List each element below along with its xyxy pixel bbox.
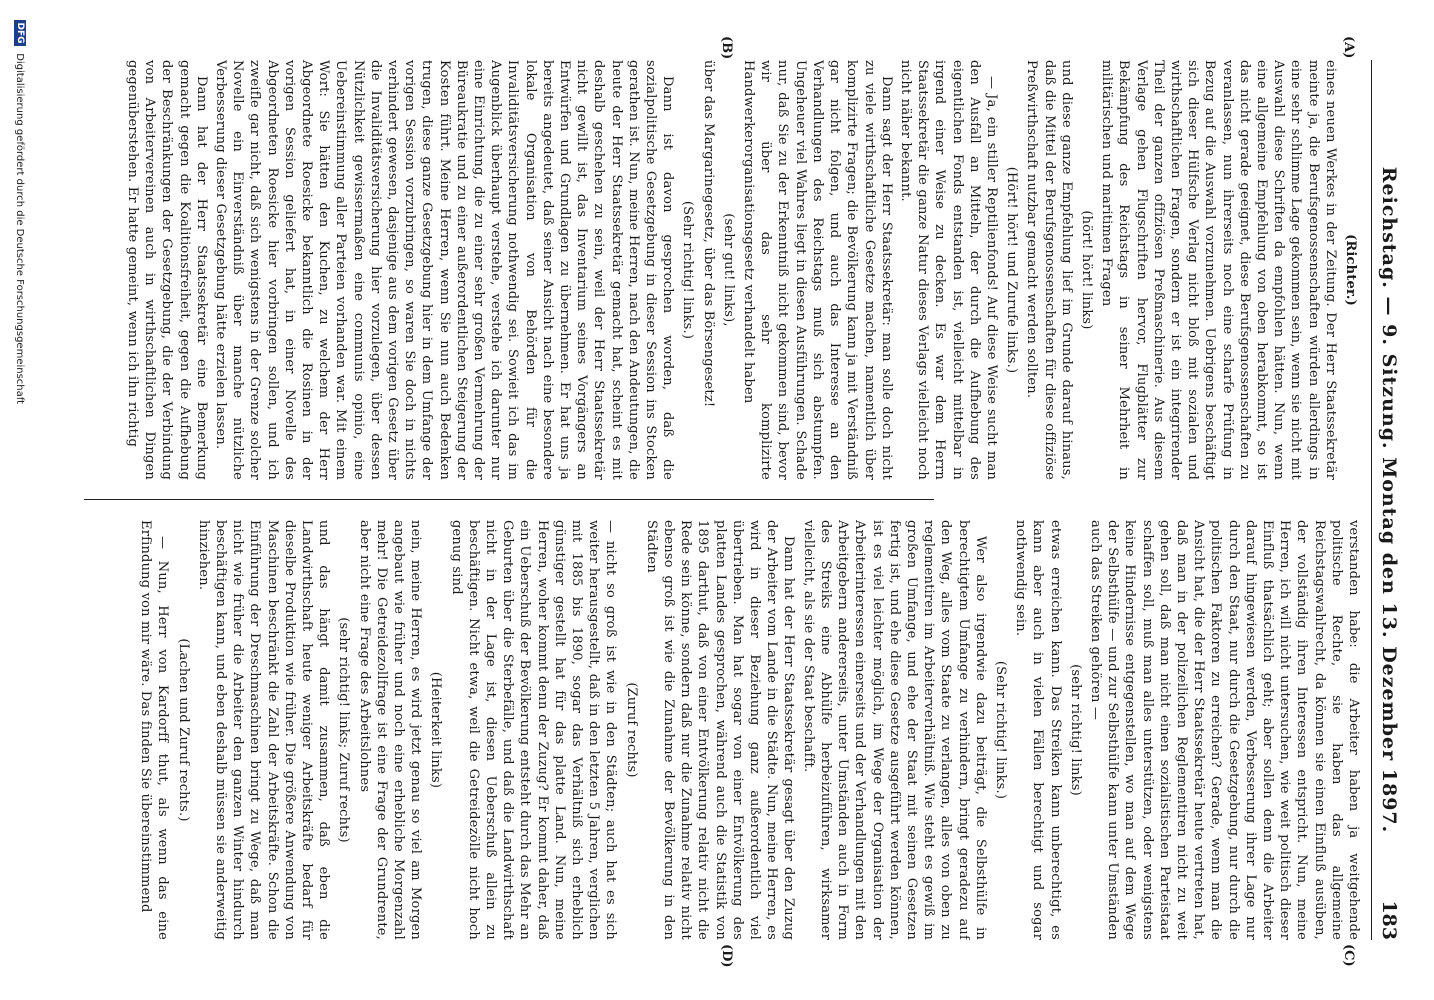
paragraph: — Nun, Herr von Kardorff thut, als wenn das eine Erfindung von mir wäre. Das finden Sie übereinstimmend (138, 520, 171, 940)
paragraph: Dann ist davon gesprochen worden, daß die sozialpolitische Gesetzgebung in dieser Session ins Stocken gerathen ist. Nun, meine Herren, nach den Andeutungen, die heute der Herr Staatssekretär gemacht hat, scheint es mit deshalb geschehen zu sein, weil der Herr Staatssekretär nicht gewillt ist, das Inventarium seines Vorgängers an Entwürfen und Grundlagen zu übernehmen. Er hat uns ja bereits angedeutet, daß seiner Ansicht nach eine besondere lokale Organisation von Behörden für die Invaliditätsversicherung nothwendig sei. Sowieit ich das im Augenblick überhaupt verstehe, verstehe ich darunter nur eine Einrichtung, die zu einer sehr großen Vermehrung der Büreaukratie und zu einer außerordentlichen Steigerung der Kosten führt. Meine Herren, wenn Sie nun auch Bedenken trugen, diese ganze Gesetzgebung hier in dem Umfange der vorigen Session vorzubringen, so waren Sie doch in nichts verhindert gewesen, dasjenige aus dem vorigen Gesetz über die Invaliditätsversicherung hier vorzulegen, über dessen Nützlichkeit gewissermaßen eine communis opinio, eine Uebereinstimmung aller Parteien vorhanden war. Mit einem Wort: Sie hätten den Kuchen, zu welchem der Herr Abgeordnete Roesicke bekanntlich die Rosinen in der vorigen Session geliefert hat, in einer Novelle des Abgeordneten Roesicke hier vorbringen sollen, und ich zweifle gar nicht, daß sich wenigstens in der Grenze solcher Novelle ein Einverständniß über manche nützliche Verbesserung dieser Gesetzgebung hätte erzielen lassen. (213, 60, 676, 480)
interjection: (Sehr richtig! links.) (680, 200, 696, 340)
interjection: (Heiterkeit links) (428, 671, 444, 789)
digitization-footer (8, 20, 26, 980)
interjection: (hört! hört! links) (1078, 210, 1094, 330)
margin-letter-d: (D) (719, 944, 734, 968)
margin-letter-b: (B) (719, 36, 734, 60)
interjection: (Hört! hört! und Zurufe links.) (1004, 166, 1020, 374)
paragraph: — nicht so groß ist wie in den Städten; auch hat es sich weiter herausgestellt, daß in den letzten 5 Jahren, verglichen mit 1885 bis 1890, sogar das Verhältniß sich erheblich günstiger gestellt hat für das platte Land. Nun, meine Herren, woher kommt denn der Zuzug? Er kommt daher, daß ein Ueberschuß der Bevölkerung entsteht durch das Mehr an Geburten über die Sterbefälle, und daß die Landwirthschaft nicht in der Lage ist, diesen Ueberschuß allein zu beschäftigen. Nicht etwa, weil die Getreidezölle nicht hoch genug sind (448, 520, 619, 940)
interjection: (Sehr richtig! links.) (992, 660, 1008, 800)
paragraph: und das hängt damit zusammen, daß eben die Landwirthschaft heute weniger Arbeitskräfte bedarf für dieselbe Produktion wie früher. Die größere Anwendung von Maschinen beschränkt die Zahl der Arbeitskräfte. Schon die Einführung der Dreschmaschinen bringt zu Wege, daß man nicht wie früher die Arbeiter den ganzen Winter hindurch beschäftigen kann, und eben deshalb müssen sie anderweitig hinziehen. (195, 520, 332, 940)
interjection: (sehr gut! links), (720, 213, 736, 327)
footer-text: Digitalisierung gefördert durch die Deutsche Forschungsgemeinschaft (14, 53, 25, 405)
text-column-left (82, 60, 1362, 480)
page-header (1372, 60, 1406, 940)
paragraph: nein, meine Herren, es wird jetzt genau so viel am Morgen angebaut wie früher und noch eine erhebliche Morgenzahl mehr! Die Getreidezollfrage ist eine Frage der Grundrente, aber nicht eine Frage des Arbeitslohnes (356, 520, 424, 940)
paragraph: — Ja, ein stiller Reptilienfonds! Auf diese Weise sucht man den Ausfall an Mitteln, der durch die Aufhebung des eigentlichen Fonds entstanden ist, vielleicht mittelbar in irgend einer Weise zu decken. Es war dem Herrn Staatssekretär die ganze Natur dieses Verlags vielleicht noch nicht näher bekannt. (897, 60, 999, 480)
paragraph: über das Margarinegesetz, über das Börsengesetz! (700, 60, 716, 408)
margin-letter-a: (A) (1341, 36, 1356, 59)
paragraph: Wer also irgendwie dazu beiträgt, die Selbsthülfe in berechtigtem Umfange zu verhindern, bringt geradezu auf den Weg, alles vom Staate zu verlangen, alles von oben zu reglementiren im Arbeiterverhältniß. Wie steht es gewiß im großen Umfange, und ehe der Staat mit seinen Gesetzen fertig ist, und ehe diese Gesetze ausgeführt werden können, ist es viel leichter möglich, im Wege der Organisation der Arbeiterinteressen einerseits und der Verhandlungen mit den Arbeitgebern andererseits, unter Umständen auch in Form des Streiks eine Abhülfe herbeizuführen, wirksamer vielleicht, als sie der Staat beschafft. (800, 520, 988, 940)
margin-letter-c: (C) (1341, 944, 1356, 967)
interjection: (sehr richtig! links; Zuruf rechts) (336, 617, 352, 843)
paragraph: eines neuen Werkes in der Zeitung. Der Herr Staatssekretär meinte ja, die Berufsgenossenschaften würden allerdings in eine sehr schlimme Lage gekommen sein, wenn sie nicht mit Auswahl diese Schriften da empfohlen hätten. Nun, wenn eine allgemeine Empfehlung von oben herabkommt, so ist das nicht gerade geeignet, diese Berufsgenossenschaften zu veranlassen, nun ihrerseits noch eine scharfe Prüfung in Bezug auf die Auswahl vorzunehmen. Uebrigens beschäftigt sich dieser Hülfsche Verlag nicht bloß mit sozialen und wirthschaftlichen Fragen, sondern er ist ein integrirender Theil der ganzen offiziösen Preßmaschinerie. Aus diesem Verlage gehen Flugschriften hervor, Flugblätter zur Bekämpfung des Reichstags in seiner Mehrheit in militärischen und maritimen Fragen (1099, 60, 1338, 480)
page-number: 183 (1378, 900, 1400, 940)
text-column-right (82, 520, 1362, 940)
page-title: Reichstag. — 9. Sitzung. Montag den 13. Dezember 1897. (1378, 166, 1400, 834)
paragraph: Dann hat der Herr Staatssekretär gesagt über den Zuzug der Arbeiter vom Lande in die Städte. Nun, meine Herren, es wird in dieser Beziehung ganz außerordentlich viel übertrieben. Man hat sogar von einer Entvölkerung des platten Landes gesprochen, während auch die Statistik von 1895 darthut, daß von einer Entvölkerung relativ nicht die Rede sein könne, sondern daß nur die Zunahme relativ nicht ebenso groß ist wie die Zunahme der Bevölkerung in den Städten (643, 520, 797, 940)
interjection: (Lachen und Zuruf rechts.) (175, 638, 191, 822)
paragraph: etwas erreichen kann. Das Streiken kann unberechtigt, es kann aber auch in vielen Fällen berechtigt und sogar nothwendig sein. (1013, 520, 1063, 940)
column-divider (84, 499, 934, 500)
interjection: (sehr richtig! links) (1067, 664, 1083, 796)
interjection: (Zuruf rechts) (623, 682, 639, 778)
paragraph: Dann sagt der Herr Staatssekretär: man solle doch nicht zu viele wirthschaftliche Gesetze machen, namentlich über komplizirte Fragen; die Bevölkerung kann ja mit Verständniß gar nicht folgen, und auch das Interesse an den Verhandlungen des Reichstags muß sich abstumpfen. Ungeheuer viel Wahres liegt in diesen Ausführungen. Schade nur, daß Sie zu der Erkenntniß nicht gekommen sind, bevor wir über das sehr komplizirte Handwerkerorganisationsgesetz verhandelt haben (741, 60, 894, 480)
paragraph: Dann hat der Herr Staatssekretär eine Bemerkung gemacht gegen die Koalitionsfreiheit, gegen die Aufhebung der Beschränkungen der Gesetzgebung, die der Verbindung von Arbeitervereinen auch in wirthschaftlichen Dingen gegenüberstehen. Er hatte gemeint, wenn ich ihn richtig (124, 60, 209, 480)
speaker-label: (Richter.) (1343, 234, 1358, 306)
paragraph: verstanden habe: die Arbeiter haben ja weitgehende politische Rechte, sie haben das allgemeine Reichstagswahlrecht, da können sie einen Einfluß ausüben, der vollständig ihren Interessen entspricht. Nun, meine Herren, ich will nicht untersuchen, wie weit politisch dieser Einfluß thatsächlich geht; aber sollen denn die Arbeiter darauf hingewiesen werden, Verbesserung ihrer Lage nur durch den Staat, nur durch die Gesetzgebung, nur durch die politischen Faktoren zu erreichen? Gerade, wenn man die Ansicht hat, die der Herr Staatssekretär heute vertreten hat, daß man in der polizeilichen Reglementiren nicht zu weit gehen soll, daß man nicht einen sozialistischen Parteistaat schaffen soll, muß man alles unterstützen, oder wenigstens keine Hindernisse entgegenstellen, wo man auf dem Wege der Selbsthülfe — und zur Selbsthülfe kann unter Umständen auch das Streiken gehören — (1087, 520, 1361, 940)
dfg-logo: DFG (14, 20, 26, 46)
paragraph: und diese ganze Empfehlung lief im Grunde darauf hinaus, daß die Mittel der Berufsgenossenschaften für diese offiziöse Preßwirthschaft nutzbar gemacht werden sollten. (1024, 60, 1074, 480)
header-rule (1371, 60, 1372, 940)
